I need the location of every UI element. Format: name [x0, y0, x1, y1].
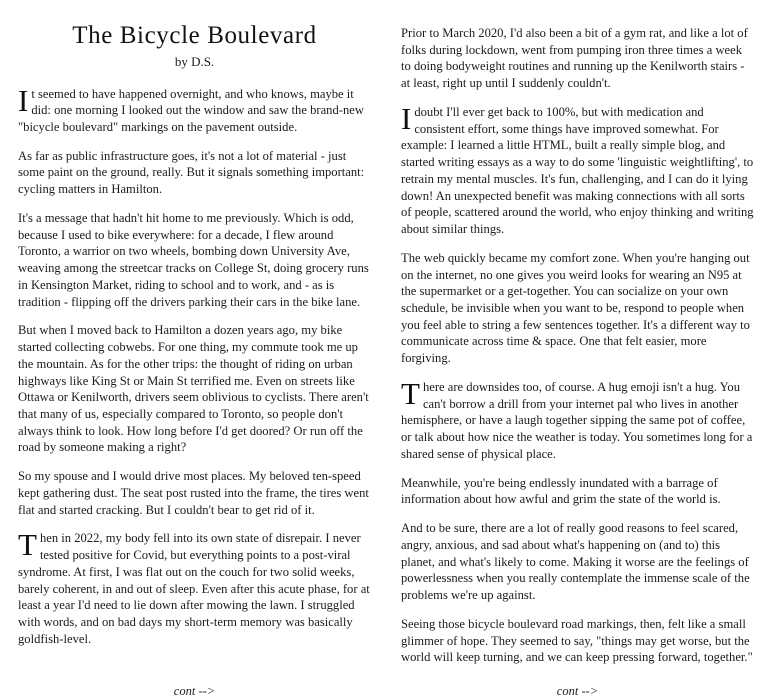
- paragraph: As far as public infrastructure goes, it's not a lot of material - just some paint on the ground, really. But it signals something important: cycling matters in Hamilton.: [18, 148, 365, 197]
- two-column-layout: [18, 22, 758, 699]
- paragraph: Idoubt I'll ever get back to 100%, but with medication and consistent effort, some things have improved somewhat. For example: I learned a little HTML, built a really simple blog, and started writing essays as a way to do some 'linguistic weightlifting', to retrain my mental muscles. It's fun, challenging, and I can do it lying down! An unexpected benefit was making connections with all sorts of people, scattered around the world, who enjoy thinking and writing about similar things.: [401, 100, 754, 237]
- paragraph: So my spouse and I would drive most places. My beloved ten-speed kept gathering dust. The seat post rusted into the frame, the tires went flat and started cracking. But I couldn't bear to get rid of it.: [18, 469, 369, 517]
- masthead: [18, 22, 371, 70]
- paragraph: Prior to March 2020, I'd also been a bit of a gym rat, and like a lot of folks during lockdown, went from pumping iron three times a week to doing bodyweight routines and running up the Kenilworth stairs - at least, right up until I suddenly couldn't.: [401, 26, 748, 91]
- paragraph: The web quickly became my comfort zone. When you're hanging out on the internet, no one gives you weird looks for wearing an N95 at the supermarket or a get-together. You can socialize on your own schedule, be invisible when you want to be, respond to people when you feel able to string a few sentences together. It's a different way to communicate across time & space. One that felt easier, more forgiving.: [401, 250, 750, 366]
- paragraph: But when I moved back to Hamilton a dozen years ago, my bike started collecting cobwebs. For one thing, my commute took me up the mountain. As for the other trips: the thought of riding on urban highways like King St or Main St terrified me. Even on streets like Ottawa or Kenilworth, drivers seem oblivious to cyclists. There aren't that many of us, especially compared to Toronto, so people don't always think to look. How long before I'd get doored? Or run off the road by someone making a right?: [18, 323, 369, 455]
- left-column: [18, 22, 371, 699]
- right-column: [401, 22, 754, 699]
- left-continuation-marker: cont -->: [173, 683, 216, 698]
- paragraph: It's a message that hadn't hit home to me previously. Which is odd, because I used to bike everywhere: for a decade, I flew around Toronto, a warrior on two wheels, bombing down University Ave, weaving among the streetcar tracks on College St, doing grocery runs in Kensington Market, riding to school and to work, and - as is tradition - flipping off the drivers parking their cars in the bike lane.: [18, 210, 369, 309]
- right-column-body: [401, 25, 754, 678]
- paragraph: Then in 2022, my body fell into its own state of disrepair. I never tested positive for Covid, but everything points to a post-viral syndrome. At first, I was flat out on the couch for two solid weeks, barely coherent, in and out of sleep. Even after this acute phase, for at least a year I'd need to lie down after mowing the lawn. I struggled with words, and on bad days my short-term memory was basically goldfish-level.: [18, 527, 370, 646]
- paragraph: There are downsides too, of course. A hug emoji isn't a hug. You can't borrow a drill from your internet pal who lives in another hemisphere, or have a laugh together sipping the same pot of coffee, or talk about how nice the weather is today. You sometimes long for a shared sense of physical place.: [401, 375, 753, 461]
- left-column-body: [18, 82, 371, 678]
- page-title: The Bicycle Boulevard: [72, 22, 317, 49]
- paragraph: Seeing those bicycle boulevard road markings, then, felt like a small glimmer of hope. They seemed to say, "things may get worse, but the world will keep turning, and we can keep pressing forward, together.": [401, 616, 753, 665]
- paragraph: It seemed to have happened overnight, and who knows, maybe it did: one morning I looked out the window and saw the brand-new "bicycle boulevard" markings on the pavement outside.: [18, 82, 364, 134]
- paragraph: Meanwhile, you're being endlessly inundated with a barrage of information about how awful and grim the state of the world is.: [401, 475, 721, 507]
- byline: by D.S.: [174, 53, 215, 69]
- paragraph: And to be sure, there are a lot of really good reasons to feel scared, angry, anxious, and sad about what's happening on (and to) this planet, and what's likely to come. Making it worse are the feelings of powerlessness when you really contemplate the immense scale of the problems we're up against.: [401, 521, 750, 603]
- right-continuation-marker: cont -->: [556, 683, 599, 698]
